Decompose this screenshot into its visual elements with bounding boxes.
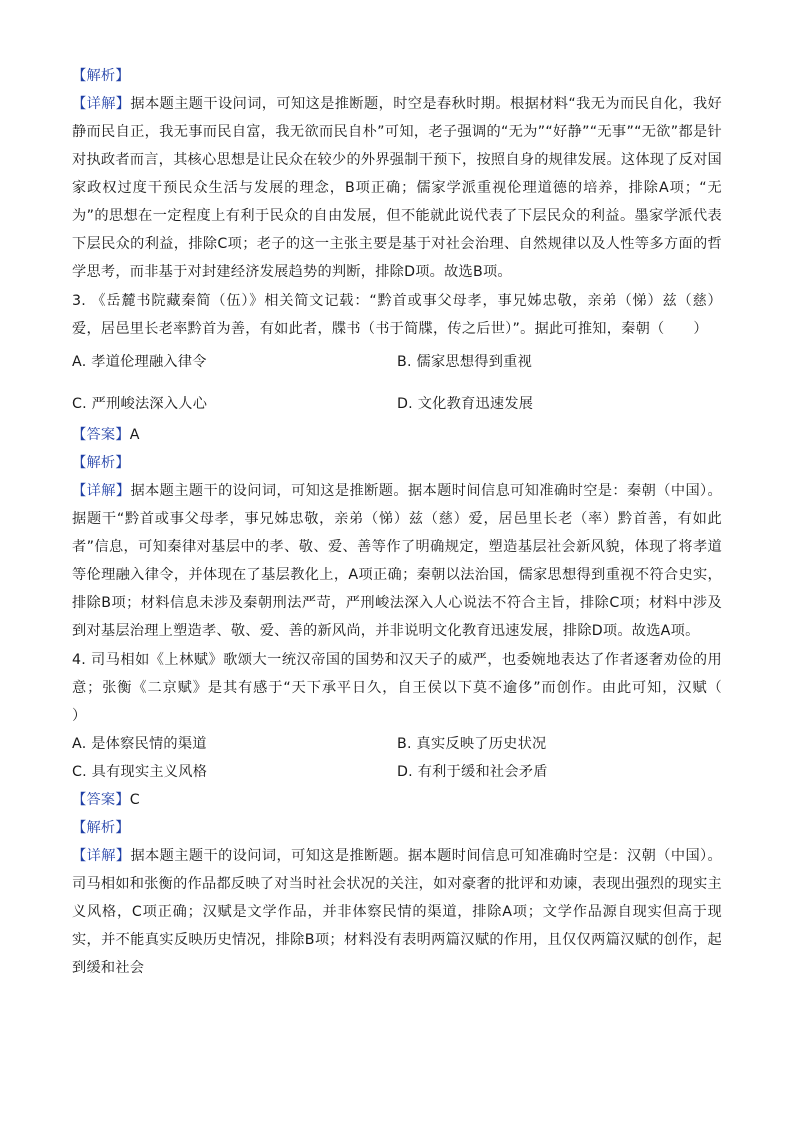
q3-options [72, 341, 722, 425]
q3-detail-paragraph [72, 477, 722, 645]
q4-detail-text: 据本题主题干的设问词，可知这是推断题。据本题时间信息可知准确时空是：汉朝（中国）。司马相如和张衡的作品都反映了对当时社会状况的关注，如对豪奢的批评和劝谏，表现出强烈的现实主义风格，C项正确；汉赋是文学作品，并非体察民情的渠道，排除A项；文学作品源自现实但高于现实，并不能真实反映历史情况，排除B项；材料没有表明两篇汉赋的作用，且仅仅两篇汉赋的创作，起到缓和社会 [72, 848, 722, 976]
answer-tag: 【答案】 [72, 792, 130, 808]
analysis-tag: 【解析】 [72, 68, 130, 84]
q3-analysis-heading [72, 449, 722, 477]
q4-analysis-heading [72, 814, 722, 842]
q4-answer-value: C [129, 792, 140, 808]
q4-option-c: C. 具有现实主义风格 [72, 764, 208, 780]
q3-option-a: A. 孝道伦理融入律令 [72, 354, 207, 370]
q4-options [72, 730, 722, 786]
q3-option-b: B. 儒家思想得到重视 [397, 354, 533, 370]
analysis-tag: 【解析】 [72, 820, 130, 836]
q4-answer [72, 786, 722, 814]
q2-analysis-heading [72, 62, 722, 90]
q3-option-c: C. 严刑峻法深入人心 [72, 396, 208, 412]
detail-tag: 【详解】 [72, 848, 131, 864]
detail-tag: 【详解】 [72, 483, 131, 499]
q4-detail-paragraph [72, 842, 722, 982]
q4-option-d: D. 有利于缓和社会矛盾 [397, 764, 548, 780]
q4-option-a: A. 是体察民情的渠道 [72, 736, 207, 752]
q3-answer-value: A [129, 427, 140, 443]
q2-detail-text: 据本题主题干设问词，可知这是推断题，时空是春秋时期。根据材料“我无为而民自化，我好静而民自正，我无事而民自富，我无欲而民自朴”可知，老子强调的“无为”“好静”“无事”“无欲”都是针对执政者而言，其核心思想是让民众在较少的外界强制干预下，按照自身的规律发展。这体现了反对国家政权过度干预民众生活与发展的理念，B项正确；儒家学派重视伦理道德的培养，排除A项；“无为”的思想在一定程度上有利于民众的自由发展，但不能就此说代表了下层民众的利益。墨家学派代表下层民众的利益，排除C项；老子的这一主张主要是基于对社会治理、自然规律以及人性等多方面的哲学思考，而非基于对封建经济发展趋势的判断，排除D项。故选B项。 [72, 96, 722, 280]
answer-tag: 【答案】 [72, 427, 130, 443]
q4-stem: 4. 司马相如《上林赋》歌颂大一统汉帝国的国势和汉天子的威严，也委婉地表达了作者逐奢劝俭的用意；张衡《二京赋》是其有感于“天下承平日久，自王侯以下莫不逾侈”而创作。由此可知，汉赋（ ） [72, 652, 751, 724]
q2-detail-paragraph [72, 90, 722, 286]
q4-option-b: B. 真实反映了历史状况 [397, 736, 547, 752]
q3-stem: 3. 《岳麓书院藏秦简（伍）》相关简文记载：“黔首或事父母孝，事兄姊忠敬，亲弟（悌）兹（慈）爱，居邑里长老率黔首为善，有如此者，牒书（书于简牒，传之后世）”。据此可推知，秦朝（ ） [72, 293, 722, 337]
analysis-tag: 【解析】 [72, 455, 130, 471]
detail-tag: 【详解】 [72, 96, 131, 112]
q3-answer [72, 421, 722, 449]
document-page [72, 62, 751, 982]
q3-detail-text: 据本题主题干的设问词，可知这是推断题。据本题时间信息可知准确时空是：秦朝（中国）。据题干“黔首或事父母孝，事兄姊忠敬，亲弟（悌）兹（慈）爱，居邑里长老（率）黔首善，有如此者”信息，可知秦律对基层中的孝、敬、爱、善等作了明确规定，塑造基层社会新风貌，体现了将孝道等伦理融入律令，并体现在了基层教化上，A项正确；秦朝以法治国，儒家思想得到重视不符合史实，排除B项；材料信息未涉及秦朝刑法严苛，严刑峻法深入人心说法不符合主旨，排除C项；材料中涉及到对基层治理上塑造孝、敬、爱、善的新风尚，并非说明文化教育迅速发展，排除D项。故选A项。 [72, 483, 722, 639]
q3-option-d: D. 文化教育迅速发展 [397, 396, 534, 412]
